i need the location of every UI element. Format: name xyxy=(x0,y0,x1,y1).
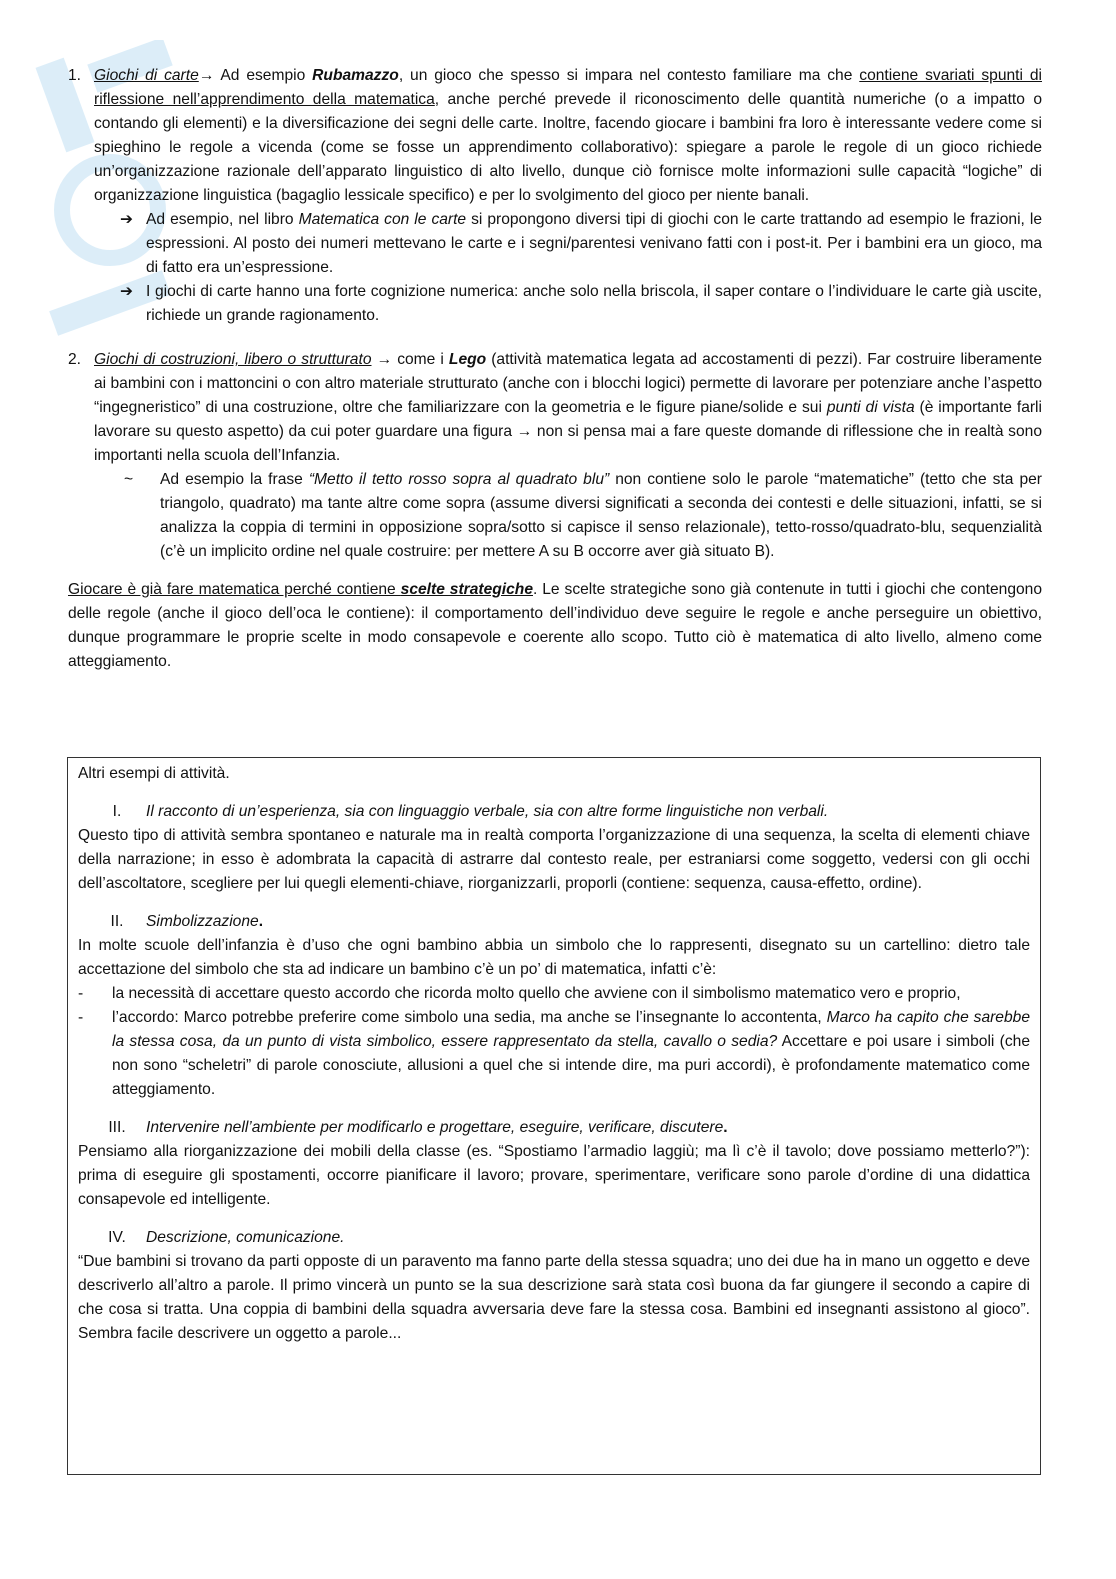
example-quote: “Metto il tetto rosso sopra al quadrato blu” xyxy=(308,471,610,488)
section-title: Giochi di carte xyxy=(94,67,199,84)
section-number: 1. xyxy=(68,67,82,84)
list-item xyxy=(78,1226,1030,1250)
section-construction-games: 2. Giochi di costruzioni, libero o strutturato → come i Lego (attività matematica legata ad accostamenti di pezzi). Far costruire liberamente ai bambini con i mattoncini o con altro materiale strutturato (anche con i blocchi logici) permette di lavorare per potenziare anche l’aspetto “ingegneristico” di una costruzione, oltre che familiarizzare con la geometria e le figure piane/solide e sui punti di vista (è importante farli lavorare su questo aspetto) da cui poter guardare una figura → non si pensa mai a fare queste domande di riflessione che in realtà sono importanti nella scuola dell’Infanzia. ~ Ad esempio la frase “Metto il tetto rosso sopra al quadrato blu” non contiene solo le parole “matematiche” (tetto che sta per triangolo, quadrato) ma tante altre come sopra (assume diversi significati a seconda dei contesti e delle situazioni, infatti, se si analizza la coppia di termini in opposizione sopra/sotto si capisce il senso relazionale), tetto-rosso/quadrato-blu, sequenzialità (c’è un implicito ordine nel quale costruire: per mettere A su B occorre aver già situato B). xyxy=(68,348,1042,564)
document-body xyxy=(68,64,1042,674)
item-text: In molte scuole dell’infanzia è d’uso che ogni bambino abbia un simbolo che lo rappresenti, disegnato su un cartellino: dietro tale accettazione del simbolo che sta ad indicare un bambino c’è un po’ di matematica, infatti c’è: xyxy=(78,937,1030,978)
list-item: - l’accordo: Marco potrebbe preferire come simbolo una sedia, ma anche se l’insegnante lo accontenta, Marco ha capito che sarebbe la stessa cosa, da un punto di vista simbolico, essere rappresentato da stella, cavallo o sedia? Accettare e poi usare i simboli (che non sono “scheletri” di parole conosciute, allusioni a quel che si intende dire, ma puri accordi), è profondamente matematico come atteggiamento. xyxy=(78,1006,1030,1102)
list-item xyxy=(78,800,1030,824)
arrow-icon: → xyxy=(371,351,398,368)
item-text: Questo tipo di attività sembra spontaneo e naturale ma in realtà comporta l’organizzazione di una sequenza, la scelta di elementi chiave della narrazione; in esso è adombrata la capacità di astrarre dal contesto reale, per estraniarsi come soggetto, vedersi con gli occhi dell’ascoltatore, scegliere per lui quegli elementi-chiave, riorganizzarli, proporli (contiene: sequenza, causa-effetto, ordine). xyxy=(78,827,1030,892)
tilde-bullet-icon: ~ xyxy=(124,471,134,488)
dash-bullet: - xyxy=(78,1009,84,1026)
roman-numeral: IV. xyxy=(108,1229,126,1246)
book-title: Matematica con le carte xyxy=(298,211,467,228)
item-title: Simbolizzazione xyxy=(146,913,259,930)
conclusion-paragraph: Giocare è già fare matematica perché contiene scelte strategiche. Le scelte strategiche sono già contenute in tutti i giochi che contengono delle regole (anche il gioco dell’oca le contiene): il comportamento dell’individuo deve seguire le regole e anche perseguire un obiettivo, dunque programmare le proprie scelte in modo consapevole e coerente allo scopo. Tutto ciò è matematica di alto livello, almeno come atteggiamento. xyxy=(68,581,1043,670)
list-item: ➔ Ad esempio, nel libro Matematica con le carte si propongono diversi tipi di giochi con le carte trattando ad esempio le frazioni, le espressioni. Al posto dei numeri mettevano le carte e i segni/parentesi venivano fatti con i post-it. Per i bambini era un gioco, ma di fatto era un’espressione. xyxy=(94,208,1042,280)
list-item: II. Simbolizzazione. xyxy=(78,910,1030,934)
item-title: Intervenire nell’ambiente per modificarlo e progettare, eseguire, verificare, discutere xyxy=(146,1119,724,1136)
arrow-icon: → xyxy=(198,67,215,84)
item-title: Il racconto di un’esperienza, sia con linguaggio verbale, sia con altre forme linguistiche non verbali. xyxy=(146,803,829,820)
item-title: Descrizione, comunicazione. xyxy=(146,1229,345,1246)
list-item: ~ Ad esempio la frase “Metto il tetto rosso sopra al quadrato blu” non contiene solo le parole “matematiche” (tetto che sta per triangolo, quadrato) ma tante altre come sopra (assume diversi significati a seconda dei contesti e delle situazioni, infatti, se si analizza la coppia di termini in opposizione sopra/sotto si capisce il senso relazionale), tetto-rosso/quadrato-blu, sequenzialità (c’è un implicito ordine nel quale costruire: per mettere A su B occorre aver già situato B). xyxy=(94,468,1042,564)
lego-label: Lego xyxy=(448,351,487,368)
section-number: 2. xyxy=(68,351,82,368)
game-name: Rubamazzo xyxy=(312,67,399,84)
roman-numeral: II. xyxy=(110,913,124,930)
examples-box xyxy=(67,757,1041,1475)
arrow-bullet-icon: ➔ xyxy=(120,283,134,300)
strategic-choices: scelte strategiche xyxy=(400,581,533,598)
item-text: “Due bambini si trovano da parti opposte di un paravento ma fanno parte della stessa squadra; uno dei due ha in mano un oggetto e deve descriverlo all’altro a parole. Il primo vincerà un punto se la sua descrizione sarà stata così buona da far giungere il secondo a capire di che cosa si tratta. Una coppia di bambini della squadra avversaria deve fare la stessa cosa. Bambini ed insegnanti assistono al gioco”. Sembra facile descrivere un oggetto a parole... xyxy=(78,1253,1030,1342)
section-card-games: 1. Giochi di carte→ Ad esempio Rubamazzo, un gioco che spesso si impara nel contesto familiare ma che contiene svariati spunti di riflessione nell’apprendimento della matematica, anche perché prevede il riconoscimento delle quantità numeriche (o a impatto o contando gli elementi) e la diversificazione dei segni delle carte. Inoltre, facendo giocare i bambini fra loro è interessante vedere come si spieghino le regole a vicenda (come se fosse un apprendimento collaborativo): spiegare a parole le regole di un gioco richiede un’organizzazione razionale dell’apparato linguistico di alto livello, dunque ciò fornisce molte informazioni sulle capacità “logiche” di organizzazione linguistica (bagaglio lessicale specifico) e per lo svolgimento del gioco per niente banali. ➔ Ad esempio, nel libro Matematica con le carte si propongono diversi tipi di giochi con le carte trattando ad esempio le frazioni, le espressioni. Al posto dei numeri mettevano le carte e i segni/parentesi venivano fatti con i post-it. Per i bambini era un gioco, ma di fatto era un’espressione. ➔ I giochi di carte hanno una forte cognizione numerica: anche solo nella briscola, il saper contare o l’individuare le carte già uscite, richiede un grande ragionamento. xyxy=(68,64,1042,328)
item-text: Pensiamo alla riorganizzazione dei mobili della classe (es. “Spostiamo l’armadio laggiù; ma lì c’è il tavolo; dove possiamo metterlo?”): prima di eseguire gli spostamenti, occorre pianificare il lavoro; provare, sperimentare, verificare sono parole d’ordine di una didattica consapevole ed intelligente. xyxy=(78,1143,1030,1208)
arrow-bullet-icon: ➔ xyxy=(120,211,134,228)
roman-numeral: III. xyxy=(108,1119,126,1136)
dash-bullet: - xyxy=(78,985,84,1002)
list-item: ➔ I giochi di carte hanno una forte cognizione numerica: anche solo nella briscola, il saper contare o l’individuare le carte già uscite, richiede un grande ragionamento. xyxy=(94,280,1042,328)
section-title: Giochi di costruzioni, libero o strutturato xyxy=(94,351,372,368)
list-item: - la necessità di accettare questo accordo che ricorda molto quello che avviene con il simbolismo matematico vero e proprio, xyxy=(78,982,1030,1006)
box-heading: Altri esempi di attività. xyxy=(78,765,230,782)
list-item: III. Intervenire nell’ambiente per modificarlo e progettare, eseguire, verificare, discutere. xyxy=(78,1116,1030,1140)
underlined-phrase: contiene svariati spunti di riflessione nell’apprendimento della matematica xyxy=(94,67,1042,108)
roman-numeral: I. xyxy=(112,803,122,820)
